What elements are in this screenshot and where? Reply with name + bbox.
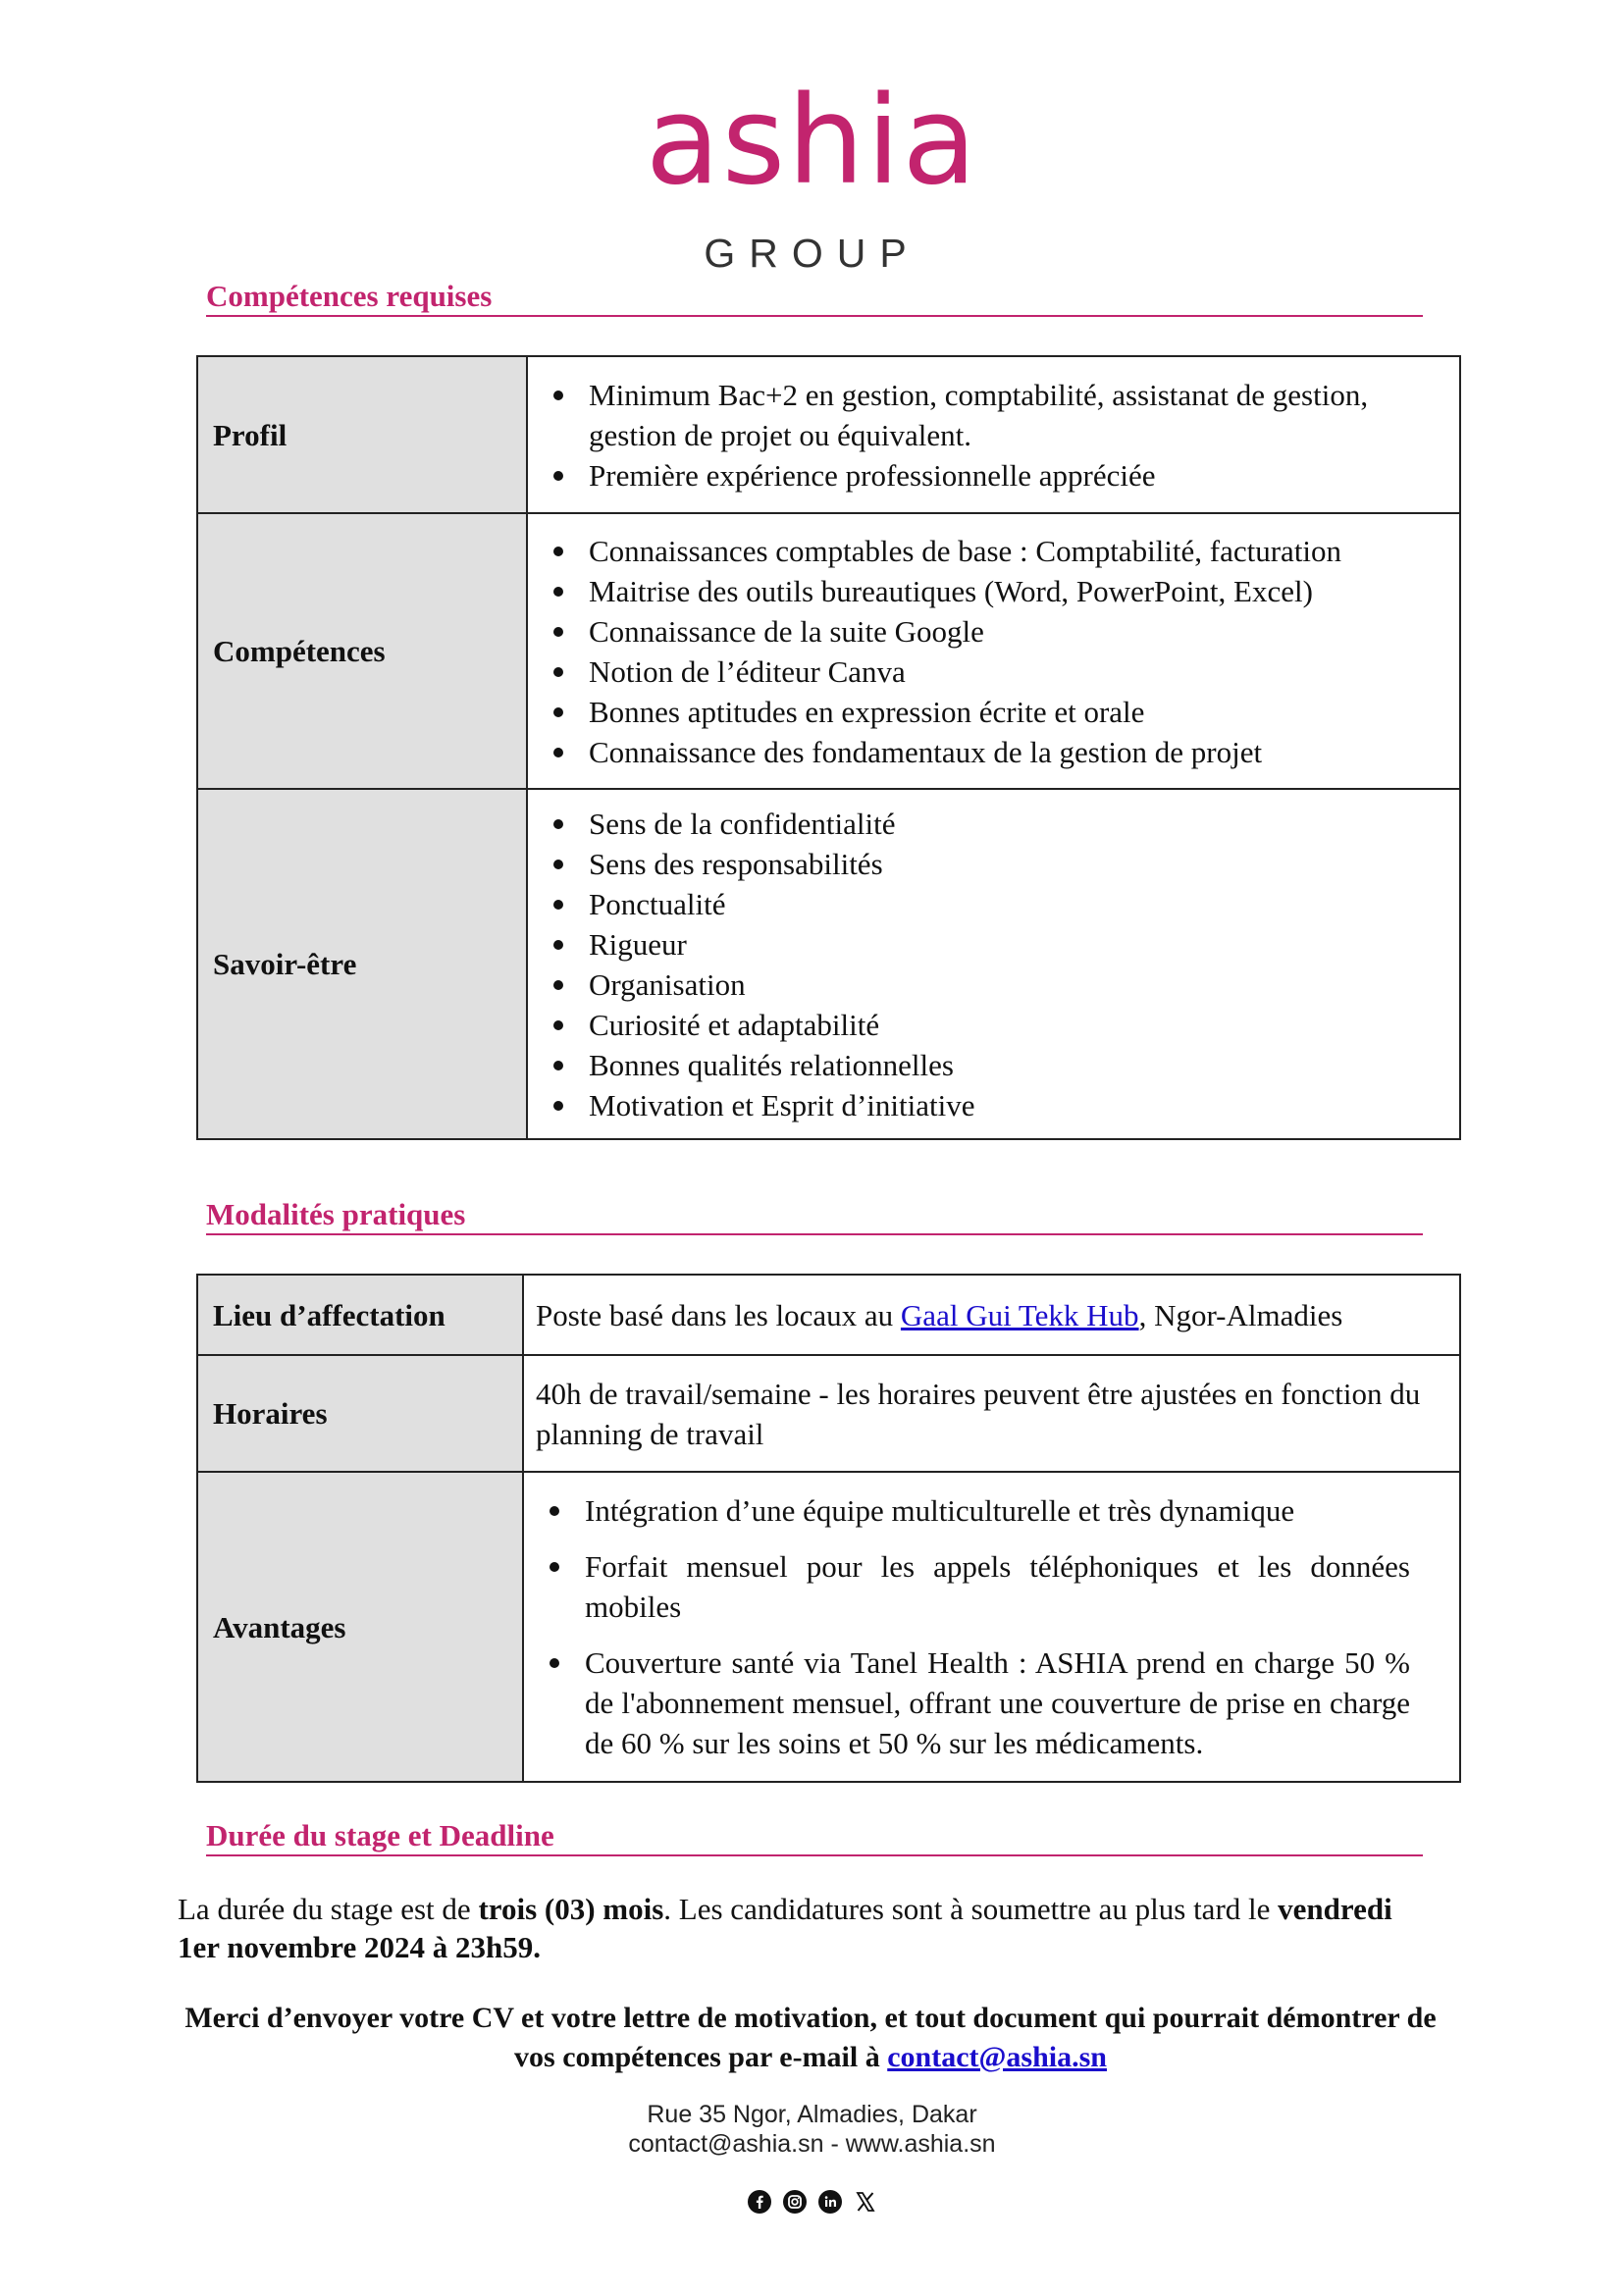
list-item: Sens des responsabilités [540, 844, 1451, 884]
duree-value: trois (03) mois [478, 1892, 664, 1926]
avantages-list [536, 1490, 1410, 1763]
gaal-gui-tekk-hub-link[interactable]: Gaal Gui Tekk Hub [900, 1297, 1139, 1332]
list-item: Première expérience professionnelle appréciée [540, 455, 1451, 496]
row-label-lieu: Lieu d’affectation [197, 1275, 523, 1355]
footer-contact: contact@ashia.sn - www.ashia.sn [628, 2130, 996, 2158]
row-label-competences: Compétences [197, 513, 527, 789]
list-item: Minimum Bac+2 en gestion, comptabilité, assistanat de gestion, gestion de projet ou équivalent. [540, 375, 1451, 455]
table-row [197, 1355, 1460, 1472]
list-item: Maitrise des outils bureautiques (Word, PowerPoint, Excel) [540, 571, 1451, 611]
list-item: Notion de l’éditeur Canva [540, 652, 1451, 692]
list-item: Connaissances comptables de base : Comptabilité, facturation [540, 531, 1451, 571]
footer-address: Rue 35 Ngor, Almadies, Dakar [647, 2101, 977, 2128]
section-heading-competences: Compétences requises [206, 278, 1423, 317]
horaires-text: 40h de travail/semaine - les horaires peuvent être ajustées en fonction du planning de travail [523, 1355, 1460, 1472]
table-row [197, 789, 1460, 1139]
contact-email-link[interactable]: contact@ashia.sn [887, 2041, 1107, 2073]
instagram-icon[interactable] [782, 2189, 808, 2215]
list-item: Connaissance des fondamentaux de la gestion de projet [540, 732, 1451, 772]
duree-paragraph: La durée du stage est de trois (03) mois. Les candidatures sont à soumettre au plus tard le vendredi 1er novembre 2024 à 23h59. [178, 1892, 1392, 1964]
table-row [197, 1275, 1460, 1355]
list-item: Forfait mensuel pour les appels téléphoniques et les données mobiles [536, 1546, 1410, 1627]
facebook-icon[interactable] [747, 2189, 772, 2215]
row-label-savoir-etre: Savoir-être [197, 789, 527, 1139]
list-item: Couverture santé via Tanel Health : ASHIA prend en charge 50 % de l'abonnement mensuel, offrant une couverture de prise en charge de 60 % sur les soins et 50 % sur les médicaments. [536, 1643, 1410, 1763]
table-row [197, 356, 1460, 513]
section-heading-modalites: Modalités pratiques [206, 1196, 1423, 1235]
row-label-horaires: Horaires [197, 1355, 523, 1472]
list-item: Intégration d’une équipe multiculturelle et très dynamique [536, 1490, 1410, 1531]
list-item: Sens de la confidentialité [540, 804, 1451, 844]
competences-list [540, 531, 1451, 772]
list-item: Bonnes aptitudes en expression écrite et orale [540, 692, 1451, 732]
competences-table [196, 355, 1461, 1140]
list-item: Bonnes qualités relationnelles [540, 1045, 1451, 1085]
list-item: Rigueur [540, 924, 1451, 965]
row-label-avantages: Avantages [197, 1472, 523, 1782]
profil-list [540, 375, 1451, 496]
x-icon[interactable] [853, 2189, 878, 2215]
list-item: Connaissance de la suite Google [540, 611, 1451, 652]
deadline-value: vendredi 1er novembre 2024 à 23h59. [178, 1892, 1392, 1964]
lieu-text-after: , Ngor-Almadies [1138, 1297, 1343, 1332]
lieu-text-before: Poste basé dans les locaux au [536, 1297, 901, 1332]
modalites-table [196, 1274, 1461, 1783]
list-item: Motivation et Esprit d’initiative [540, 1085, 1451, 1125]
logo-ashia: ashia [645, 71, 979, 212]
table-row [197, 513, 1460, 789]
table-row [197, 1472, 1460, 1782]
list-item: Curiosité et adaptabilité [540, 1005, 1451, 1045]
closing-paragraph: Merci d’envoyer votre CV et votre lettre de motivation, et tout document qui pourrait démontrer de vos compétences par e-mail à contact@ashia.sn [184, 2002, 1437, 2073]
list-item: Ponctualité [540, 884, 1451, 924]
section-heading-duree: Durée du stage et Deadline [206, 1817, 1423, 1856]
list-item: Organisation [540, 965, 1451, 1005]
savoir-etre-list [540, 804, 1451, 1125]
social-icons [0, 2189, 1624, 2215]
row-label-profil: Profil [197, 356, 527, 513]
linkedin-icon[interactable] [817, 2189, 843, 2215]
logo-group: GROUP [704, 231, 920, 276]
